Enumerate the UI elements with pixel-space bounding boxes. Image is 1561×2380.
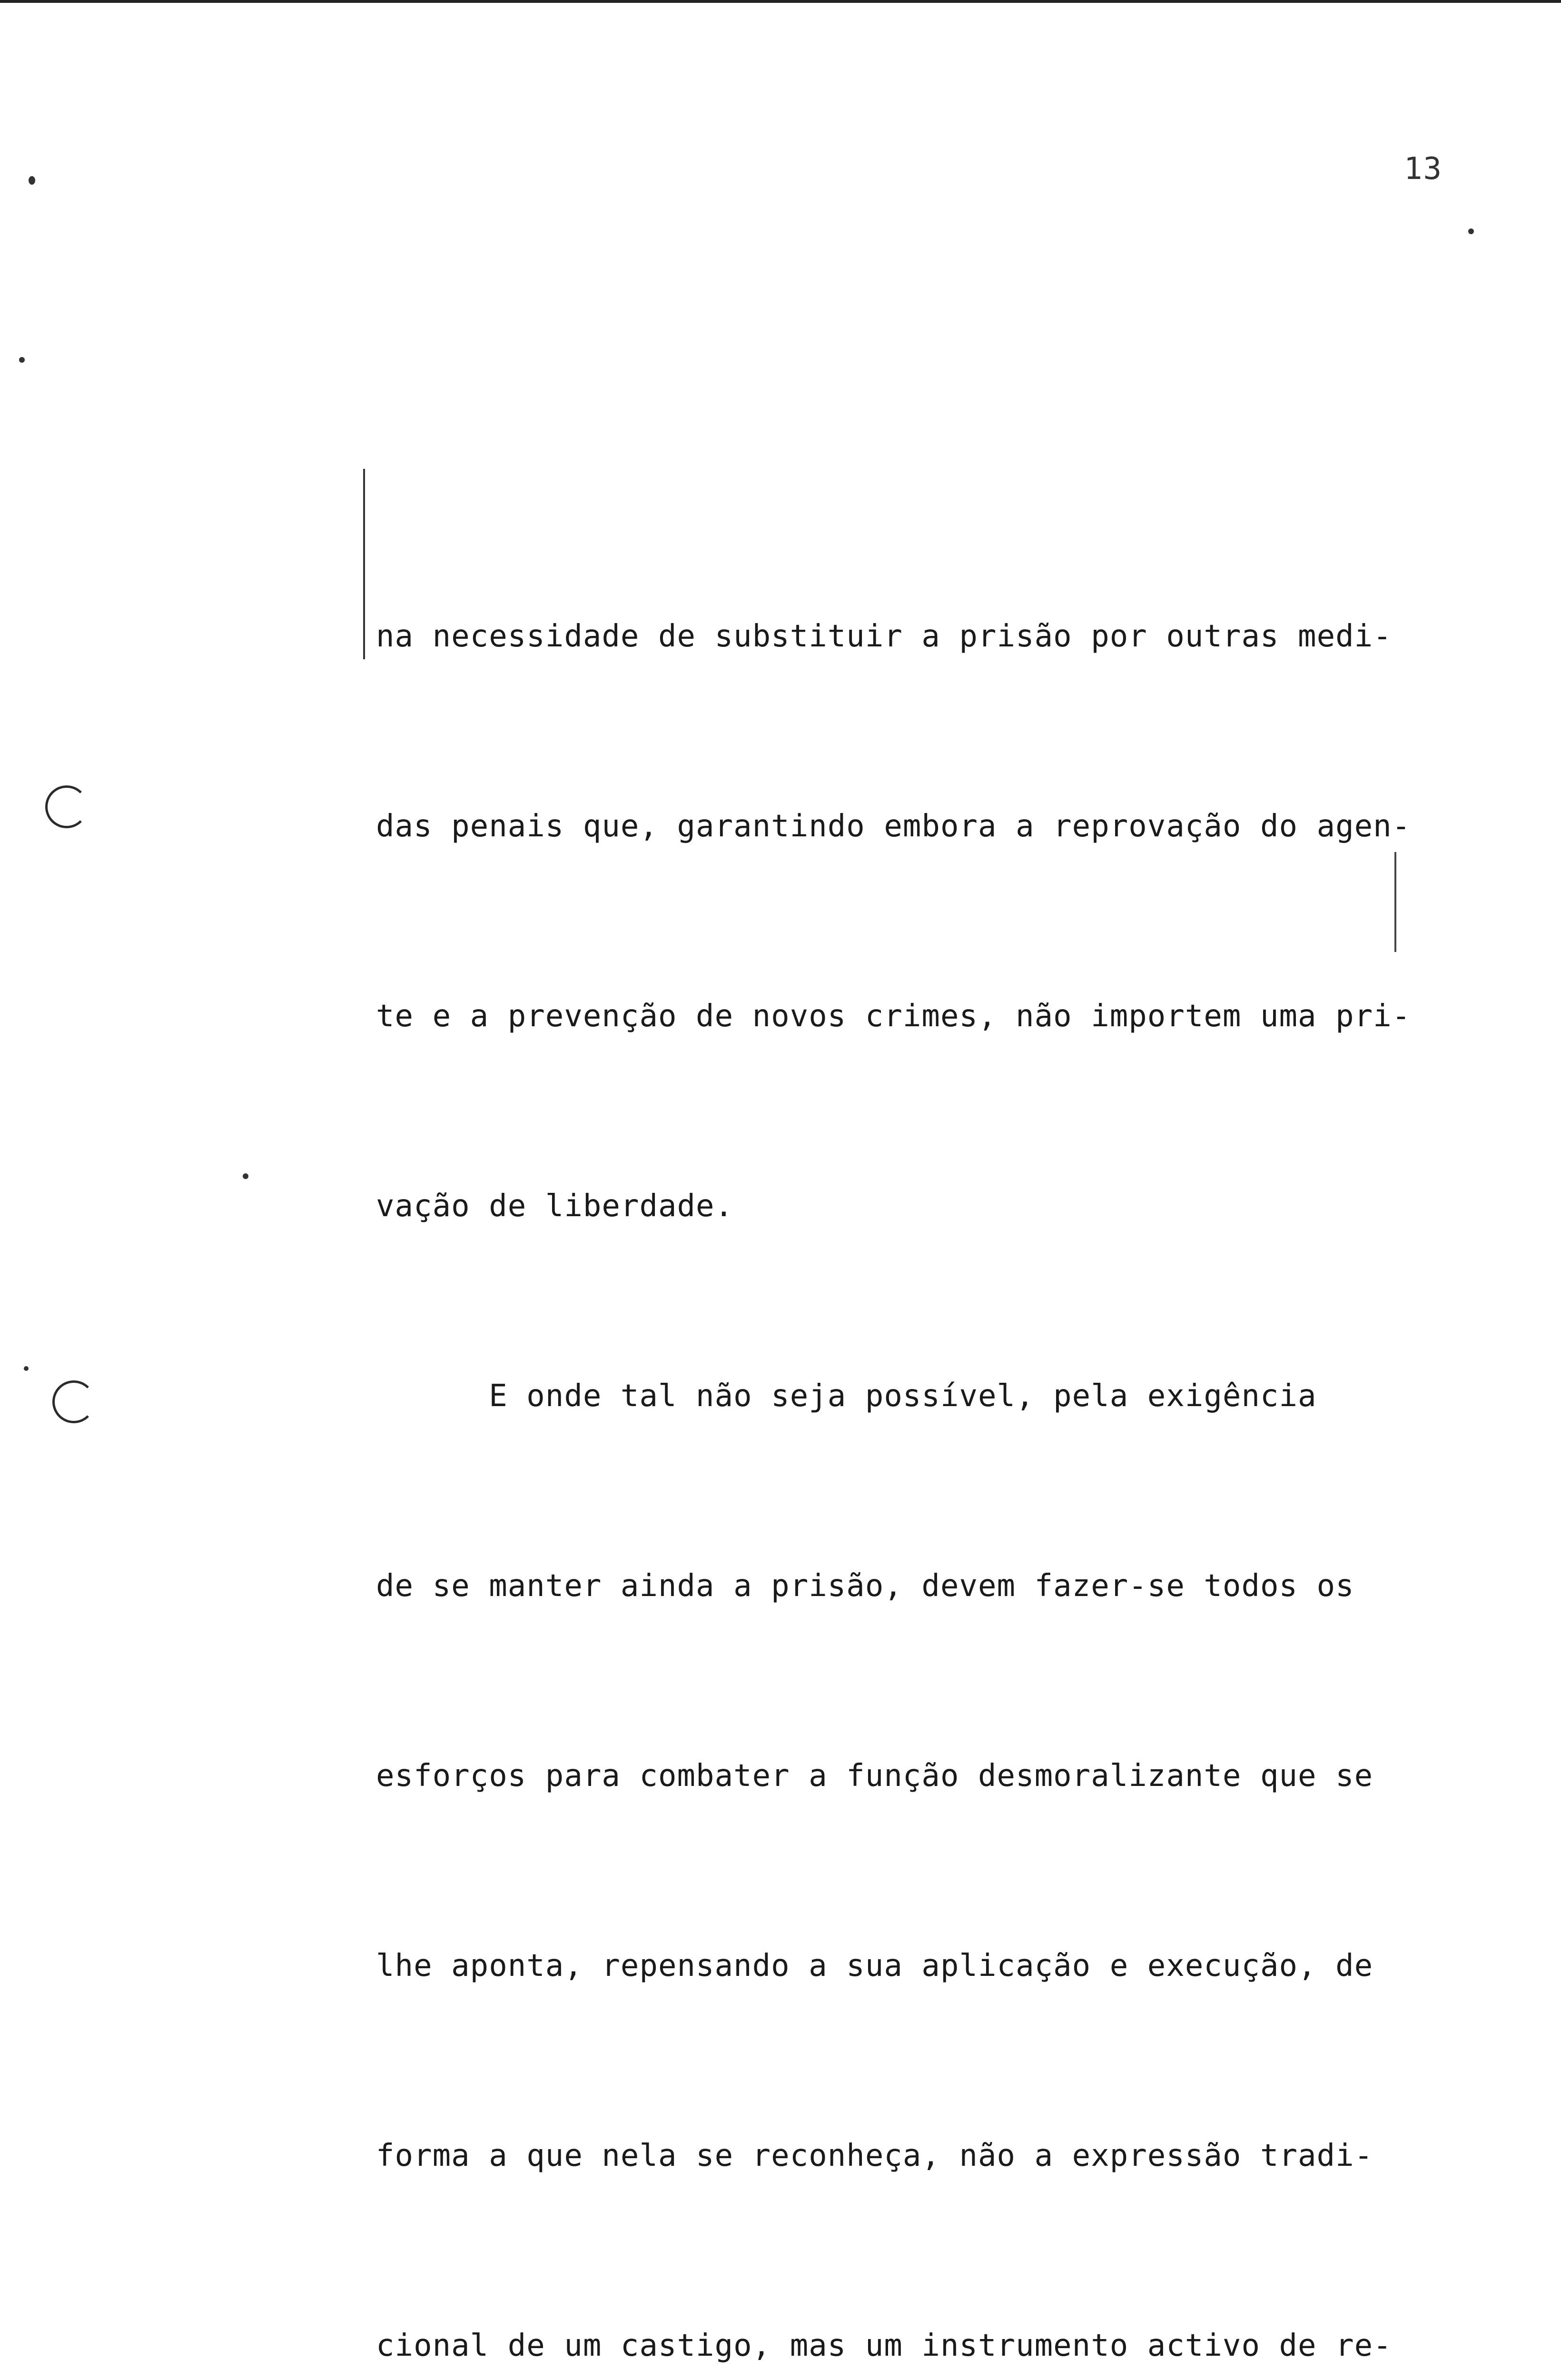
text-line: de se manter ainda a prisão, devem fazer-se todos os <box>376 1568 1354 1604</box>
text-line: lhe aponta, repensando a sua aplicação e execução, de <box>376 1948 1373 1983</box>
scan-speck <box>24 1366 29 1371</box>
page-number: 13 <box>1404 151 1443 187</box>
scan-speck <box>243 1173 248 1179</box>
text-line: na necessidade de substituir a prisão por outras medi- <box>376 619 1392 654</box>
text-line: cional de um castigo, mas um instrumento activo de re- <box>376 2328 1392 2363</box>
text-line: vação de liberdade. <box>376 1189 734 1224</box>
text-line: esforços para combater a função desmoralizante que se <box>376 1758 1373 1794</box>
text-line: te e a prevenção de novos crimes, não importem uma pri- <box>376 999 1411 1034</box>
text-line: das penais que, garantindo embora a reprovação do agen- <box>376 809 1411 844</box>
punch-hole-icon <box>52 1380 95 1423</box>
scan-speck <box>1468 228 1474 234</box>
scan-speck <box>19 357 25 363</box>
text-line: forma a que nela se reconheça, não a expressão tradi- <box>376 2138 1373 2173</box>
body-text <box>376 478 1494 2380</box>
top-border-line <box>0 0 1561 3</box>
text-line: E onde tal não seja possível, pela exigência <box>376 1378 1317 1414</box>
scan-speck <box>29 176 35 185</box>
punch-hole-icon <box>45 785 88 828</box>
margin-mark <box>363 469 365 659</box>
